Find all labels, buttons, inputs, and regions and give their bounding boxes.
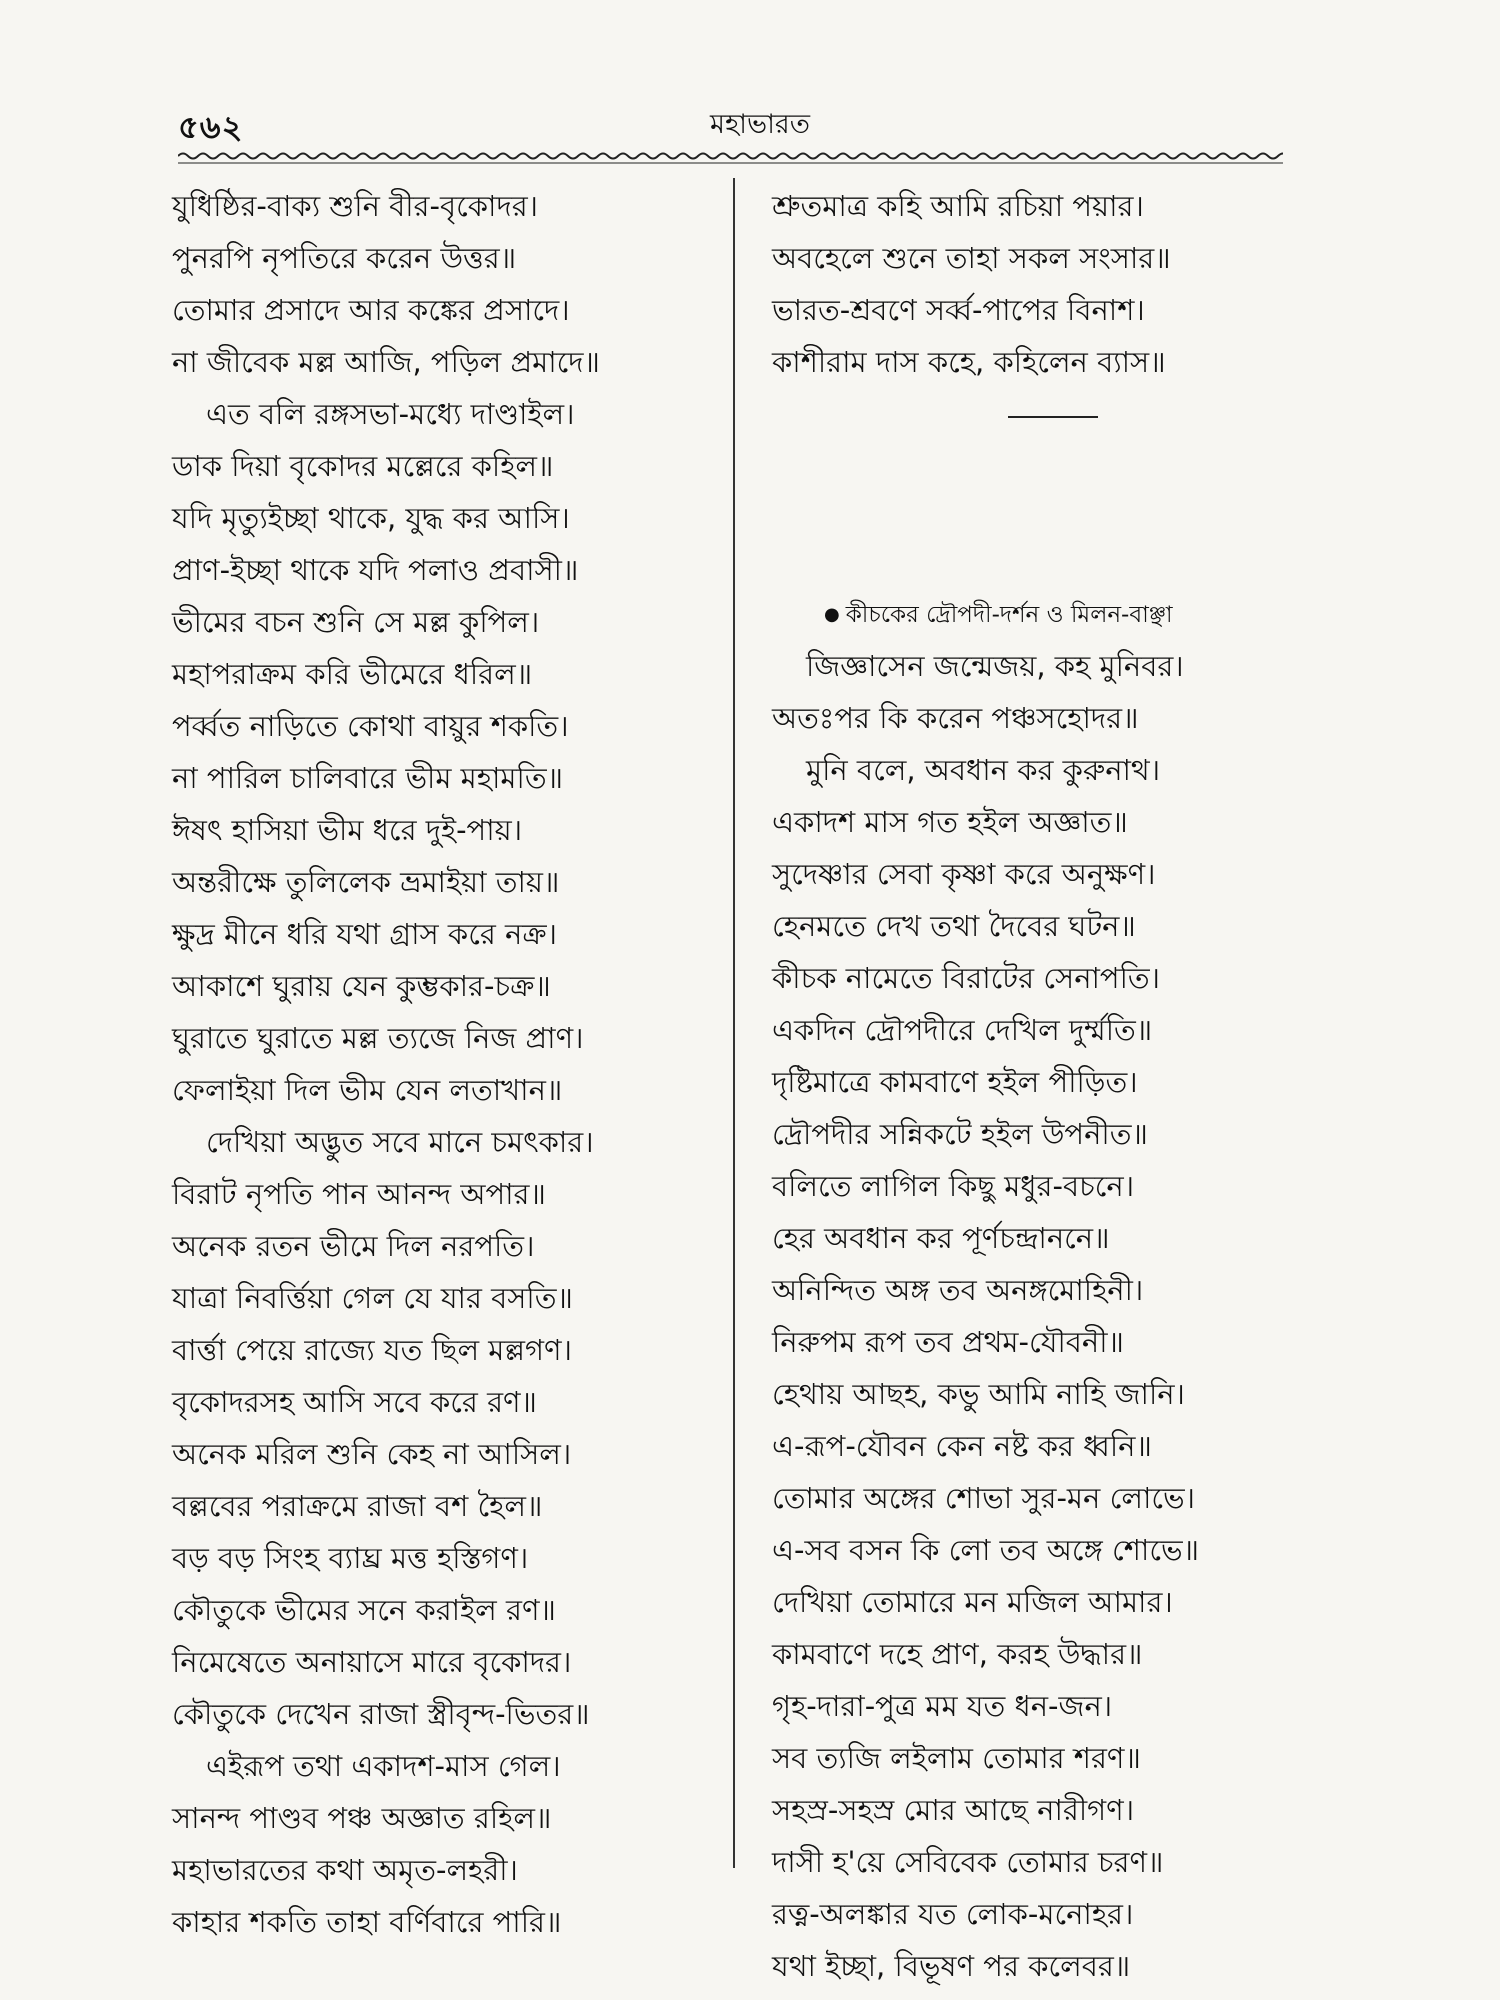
verse-line: প্রাণ-ইচ্ছা থাকে যদি পলাও প্রবাসী॥ bbox=[172, 553, 579, 587]
verse-line: কীচক নামেতে বিরাটের সেনাপতি। bbox=[772, 961, 1161, 995]
verse-line: যদি মৃত্যুইচ্ছা থাকে, যুদ্ধ কর আসি। bbox=[172, 501, 570, 535]
verse-line: যাত্রা নিবর্ত্তিয়া গেল যে যার বসতি॥ bbox=[172, 1281, 573, 1315]
verse-line: কৌতুকে ভীমের সনে করাইল রণ॥ bbox=[172, 1593, 556, 1627]
verse-line: একাদশ মাস গত হইল অজ্ঞাত॥ bbox=[772, 805, 1128, 839]
verse-line: ঘুরাতে ঘুরাতে মল্ল ত্যজে নিজ প্রাণ। bbox=[172, 1021, 584, 1055]
verse-line: কাশীরাম দাস কহে, কহিলেন ব্যাস॥ bbox=[772, 345, 1166, 379]
verse-line: কৌতুকে দেখেন রাজা স্ত্রীবৃন্দ-ভিতর॥ bbox=[172, 1697, 590, 1731]
verse-line: বলিতে লাগিল কিছু মধুর-বচনে। bbox=[772, 1169, 1135, 1203]
verse-line: এত বলি রঙ্গসভা-মধ্যে দাণ্ডাইল। bbox=[206, 397, 575, 431]
verse-line: অবহেলে শুনে তাহা সকল সংসার॥ bbox=[772, 241, 1171, 275]
verse-line: এ-সব বসন কি লো তব অঙ্গে শোভে॥ bbox=[772, 1533, 1200, 1567]
verse-line: বিরাট নৃপতি পান আনন্দ অপার॥ bbox=[172, 1177, 546, 1211]
verse-line: গৃহ-দারা-পুত্র মম যত ধন-জন। bbox=[772, 1689, 1113, 1723]
section-heading-text: কীচকের দ্রৌপদী-দর্শন ও মিলন-বাঞ্ছা bbox=[845, 602, 1173, 628]
verse-line: হেথায় আছহ, কভু আমি নাহি জানি। bbox=[772, 1377, 1185, 1411]
verse-line: অন্তরীক্ষে তুলিলেক ভ্রমাইয়া তায়॥ bbox=[172, 865, 560, 899]
verse-line: মহাভারতের কথা অমৃত-লহরী। bbox=[172, 1853, 518, 1887]
verse-line: অনেক রতন ভীমে দিল নরপতি। bbox=[172, 1229, 535, 1263]
left-column bbox=[172, 180, 722, 1948]
verse-line: ফেলাইয়া দিল ভীম যেন লতাখান॥ bbox=[172, 1073, 563, 1107]
bullet-icon: ● bbox=[824, 604, 840, 625]
verse-line: যুধিষ্ঠির-বাক্য শুনি বীর-বৃকোদর। bbox=[172, 189, 539, 223]
verse-line: দাসী হ'য়ে সেবিবেক তোমার চরণ॥ bbox=[772, 1845, 1164, 1879]
verse-line: নিরুপম রূপ তব প্রথম-যৌবনী॥ bbox=[772, 1325, 1124, 1359]
verse-line: সব ত্যজি লইলাম তোমার শরণ॥ bbox=[772, 1741, 1141, 1775]
section-gap bbox=[772, 418, 1292, 590]
verse-line: সহস্র-সহস্র মোর আছে নারীগণ। bbox=[772, 1793, 1135, 1827]
verse-line: কাহার শকতি তাহা বর্ণিবারে পারি॥ bbox=[172, 1905, 562, 1939]
verse-line: বড় বড় সিংহ ব্যাঘ্র মত্ত হস্তিগণ। bbox=[172, 1541, 529, 1575]
verse-line: আকাশে ঘুরায় যেন কুম্ভকার-চক্র॥ bbox=[172, 969, 551, 1003]
verse-line: পুনরপি নৃপতিরে করেন উত্তর॥ bbox=[172, 241, 517, 275]
verse-line: কামবাণে দহে প্রাণ, করহ উদ্ধার॥ bbox=[772, 1637, 1143, 1671]
page-number: ৫৬২ bbox=[178, 108, 244, 146]
verse-line: এইরূপ তথা একাদশ-মাস গেল। bbox=[206, 1749, 561, 1783]
verse-line: ভারত-শ্রবণে সর্ব্ব-পাপের বিনাশ। bbox=[772, 293, 1145, 327]
verse-line: পর্ব্বত নাড়িতে কোথা বায়ুর শকতি। bbox=[172, 709, 569, 743]
verse-line: দেখিয়া তোমারে মন মজিল আমার। bbox=[772, 1585, 1173, 1619]
verse-line: রত্ন-অলঙ্কার যত লোক-মনোহর। bbox=[772, 1897, 1134, 1931]
verse-line: বৃকোদরসহ আসি সবে করে রণ॥ bbox=[172, 1385, 537, 1419]
verse-line: নিমেষেতে অনায়াসে মারে বৃকোদর। bbox=[172, 1645, 572, 1679]
verse-line: অতঃপর কি করেন পঞ্চসহোদর॥ bbox=[772, 701, 1139, 735]
right-column bbox=[772, 180, 1292, 1992]
verse-line: তোমার প্রসাদে আর কঙ্কের প্রসাদে। bbox=[172, 293, 570, 327]
verse-line: এ-রূপ-যৌবন কেন নষ্ট কর ধ্বনি॥ bbox=[772, 1429, 1152, 1463]
verse-line: দেখিয়া অদ্ভুত সবে মানে চমৎকার। bbox=[206, 1125, 594, 1159]
verse-line: হেনমতে দেখ তথা দৈবের ঘটন॥ bbox=[772, 909, 1136, 943]
running-title: মহাভারত bbox=[709, 109, 811, 140]
verse-line: বল্লবের পরাক্রমে রাজা বশ হৈল॥ bbox=[172, 1489, 543, 1523]
verse-line: না জীবেক মল্ল আজি, পড়িল প্রমাদে॥ bbox=[172, 345, 600, 379]
verse-line: একদিন দ্রৌপদীরে দেখিল দুর্ম্মতি॥ bbox=[772, 1013, 1153, 1047]
column-divider bbox=[733, 178, 735, 1868]
verse-line: ক্ষুদ্র মীনে ধরি যথা গ্রাস করে নক্র। bbox=[172, 917, 557, 951]
verse-line: মুনি বলে, অবধান কর কুরুনাথ। bbox=[806, 753, 1161, 787]
verse-line: সানন্দ পাণ্ডব পঞ্চ অজ্ঞাত রহিল॥ bbox=[172, 1801, 552, 1835]
verse-line: না পারিল চালিবারে ভীম মহামতি॥ bbox=[172, 761, 563, 795]
verse-line: অনেক মরিল শুনি কেহ না আসিল। bbox=[172, 1437, 572, 1471]
verse-line: জিজ্ঞাসেন জন্মেজয়, কহ মুনিবর। bbox=[806, 649, 1184, 683]
verse-line: বার্ত্তা পেয়ে রাজ্যে যত ছিল মল্লগণ। bbox=[172, 1333, 572, 1367]
verse-line: সুদেষ্ণার সেবা কৃষ্ণা করে অনুক্ষণ। bbox=[772, 857, 1156, 891]
verse-line: অনিন্দিত অঙ্গ তব অনঙ্গমোহিনী। bbox=[772, 1273, 1144, 1307]
verse-line: ঈষৎ হাসিয়া ভীম ধরে দুই-পায়। bbox=[172, 813, 523, 847]
verse-line: যথা ইচ্ছা, বিভূষণ পর কলেবর॥ bbox=[772, 1949, 1131, 1983]
verse-line: হের অবধান কর পূর্ণচন্দ্রাননে॥ bbox=[772, 1221, 1110, 1255]
section-heading bbox=[772, 590, 1292, 640]
verse-line: শ্রুতমাত্র কহি আমি রচিয়া পয়ার। bbox=[772, 189, 1144, 223]
header-wavy-rule bbox=[178, 150, 1283, 166]
verse-line: ডাক দিয়া বৃকোদর মল্লেরে কহিল॥ bbox=[172, 449, 554, 483]
verse-line: দ্রৌপদীর সন্নিকটে হইল উপনীত॥ bbox=[772, 1117, 1148, 1151]
verse-line: দৃষ্টিমাত্রে কামবাণে হইল পীড়িত। bbox=[772, 1065, 1138, 1099]
verse-line: তোমার অঙ্গের শোভা সুর-মন লোভে। bbox=[772, 1481, 1195, 1515]
verse-line: ভীমের বচন শুনি সে মল্ল কুপিল। bbox=[172, 605, 540, 639]
verse-line: মহাপরাক্রম করি ভীমেরে ধরিল॥ bbox=[172, 657, 533, 691]
